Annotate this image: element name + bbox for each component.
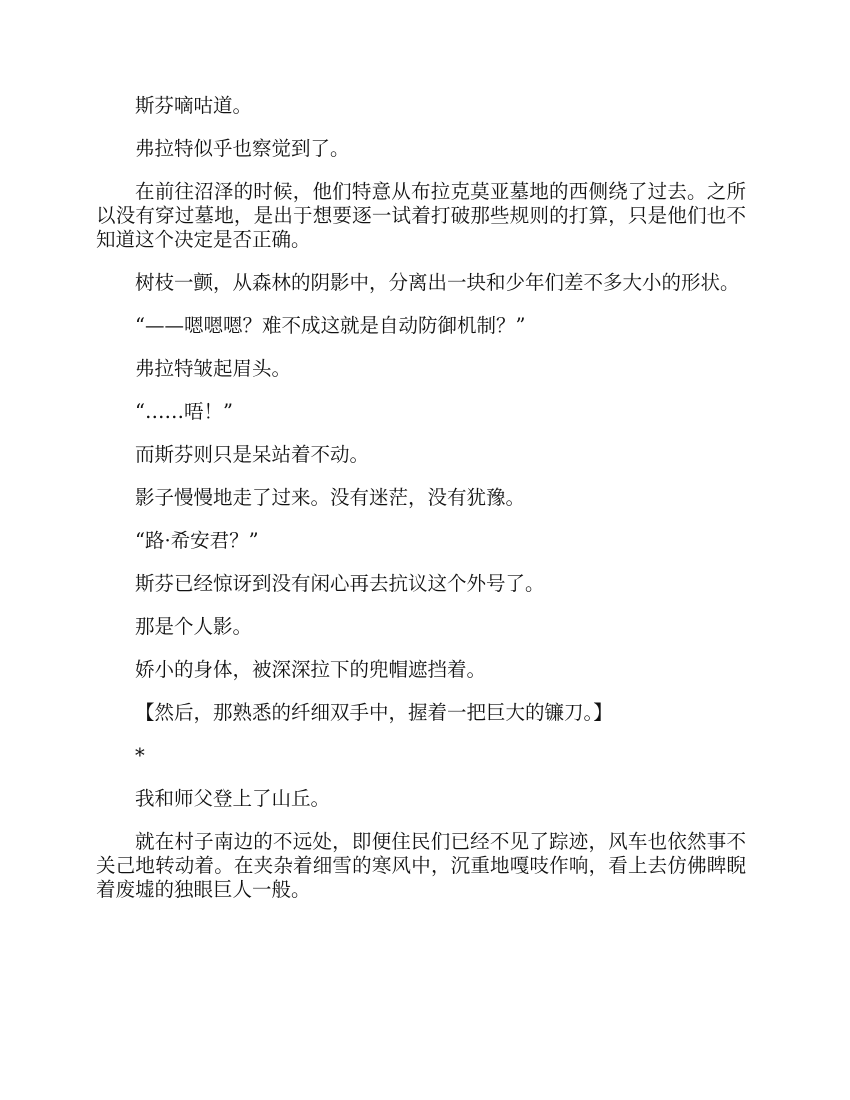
- paragraph-7-dialogue: “……唔！”: [135, 400, 233, 423]
- paragraph-2: 弗拉特似乎也察觉到了。: [135, 137, 350, 160]
- paragraph-13: 娇小的身体，被深深拉下的兜帽遮挡着。: [135, 658, 487, 681]
- document-page: [96, 94, 746, 921]
- paragraph-11: 斯芬已经惊讶到没有闲心再去抗议这个外号了。: [135, 572, 545, 595]
- paragraph-6: 弗拉特皱起眉头。: [135, 357, 292, 380]
- paragraph-4: 树枝一颤，从森林的阴影中，分离出一块和少年们差不多大小的形状。: [135, 271, 740, 294]
- paragraph-16: 就在村子南边的不远处，即便住民们已经不见了踪迹，风车也依然事不关己地转动着。在夹杂着细雪的寒风中，沉重地嘎吱作响，看上去仿佛睥睨着废墟的独眼巨人一般。: [96, 830, 746, 901]
- paragraph-9: 影子慢慢地走了过来。没有迷茫，没有犹豫。: [135, 486, 526, 509]
- paragraph-10-dialogue: “路·希安君？”: [135, 529, 259, 552]
- paragraph-5-dialogue: “——嗯嗯嗯？难不成这就是自动防御机制？”: [135, 314, 526, 337]
- paragraph-14-bracketed: 【然后，那熟悉的纤细双手中，握着一把巨大的镰刀。】: [135, 701, 613, 724]
- paragraph-15: 我和师父登上了山丘。: [135, 787, 331, 810]
- paragraph-1: 斯芬嘀咕道。: [135, 94, 253, 117]
- paragraph-3: 在前往沼泽的时候，他们特意从布拉克莫亚墓地的西侧绕了过去。之所以没有穿过墓地，是出于想要逐一试着打破那些规则的打算，只是他们也不知道这个决定是否正确。: [96, 180, 746, 251]
- paragraph-8: 而斯芬则只是呆站着不动。: [135, 443, 370, 466]
- paragraph-12: 那是个人影。: [135, 615, 253, 638]
- section-divider: *: [135, 744, 145, 767]
